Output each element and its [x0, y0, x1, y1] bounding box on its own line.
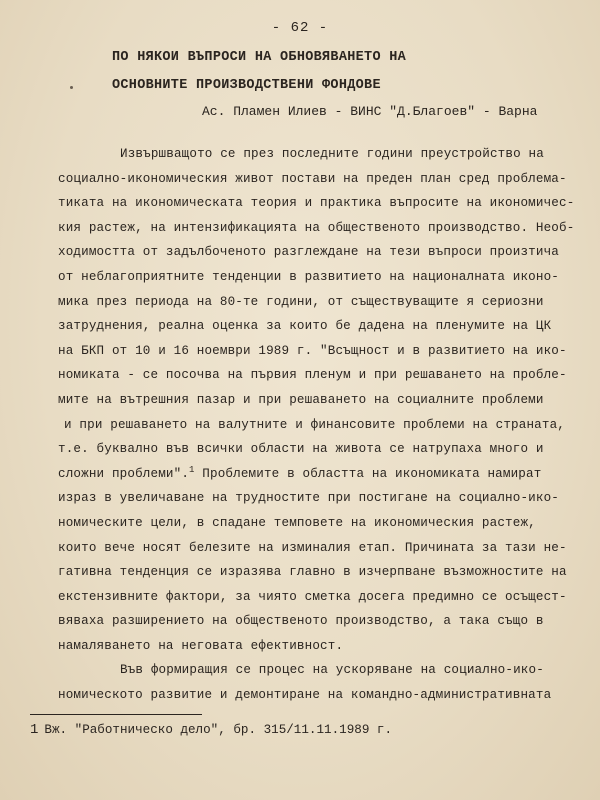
body-line: т.е. буквално във всички области на живота се натрупаха много и: [58, 442, 544, 457]
body-line: номическите цели, в спадане темповете на икономическия растеж,: [58, 515, 536, 530]
body-line: и при решаването на валутните и финансовите проблеми на страната,: [64, 417, 565, 432]
body-line: екстензивните фактори, за чиято сметка досега предимно се осъщест-: [58, 589, 567, 604]
body-line: Извършващото се през последните години преустройство на: [120, 147, 544, 161]
footnote-marker: 1: [30, 722, 39, 738]
body-line-with-footnote: [58, 462, 568, 487]
footnote-divider: [30, 714, 202, 715]
body-line-segment: Проблемите в областта на икономиката намират: [194, 466, 542, 481]
body-line: номическото развитие и демонтиране на командно-административната: [58, 688, 552, 703]
body-line: мика през периода на 80-те години, от съществуващите я сериозни: [58, 294, 544, 309]
body-line: вяваха разширението на общественото производство, а така също в: [58, 614, 544, 629]
body-line: социално-икономическия живот постави на преден план сред проблема-: [58, 171, 567, 186]
body-line: тиката на икономическата теория и практика въпросите на икономичес-: [58, 196, 575, 211]
footnote-reference: 1: [189, 464, 195, 475]
body-text: [58, 142, 575, 708]
author-line: Ас. Пламен Илиев - ВИНС "Д.Благоев" - Варна: [202, 104, 538, 119]
body-line: ходимостта от задълбоченото разглеждане на тези въпроси произтича: [58, 245, 559, 260]
body-line: Във формиращия се процес на ускоряване на социално-ико-: [120, 663, 544, 678]
body-line: на БКП от 10 и 16 ноември 1989 г. "Всъщност и в развитието на ико-: [58, 343, 567, 358]
body-line: намаляването на неговата ефективност.: [58, 638, 344, 653]
body-line: израз в увеличаване на трудностите при постигане на социално-ико-: [58, 491, 559, 506]
body-line: които вече носят белезите на изминалия етап. Причината за тази не-: [58, 540, 567, 555]
footnote-text: Вж. "Работническо дело", бр. 315/11.11.1989 г.: [44, 723, 393, 737]
margin-mark: [70, 86, 73, 89]
body-line: кия растеж, на интензификацията на общественото производство. Необ-: [58, 220, 575, 235]
body-line: затруднения, реална оценка за които бе дадена на пленумите на ЦК: [58, 319, 552, 334]
body-line: мите на вътрешния пазар и при решаването на социалните проблеми: [58, 392, 544, 407]
page-number: - 62 -: [271, 20, 329, 36]
body-line-segment: сложни проблеми".: [58, 466, 190, 481]
article-title-line-2: ОСНОВНИТЕ ПРОИЗВОДСТВЕНИ ФОНДОВЕ: [112, 78, 381, 93]
body-line: гативна тенденция се изразява главно в изчерпване възможностите на: [58, 565, 567, 580]
body-line: номиката - се посочва на първия пленум и при решаването на пробле-: [58, 368, 567, 383]
footnote: [30, 722, 392, 738]
article-title-line-1: ПО НЯКОИ ВЪПРОСИ НА ОБНОВЯВАНЕТО НА: [112, 50, 407, 65]
body-line: от неблагоприятните тенденции в развитието на националната иконо-: [58, 269, 559, 284]
